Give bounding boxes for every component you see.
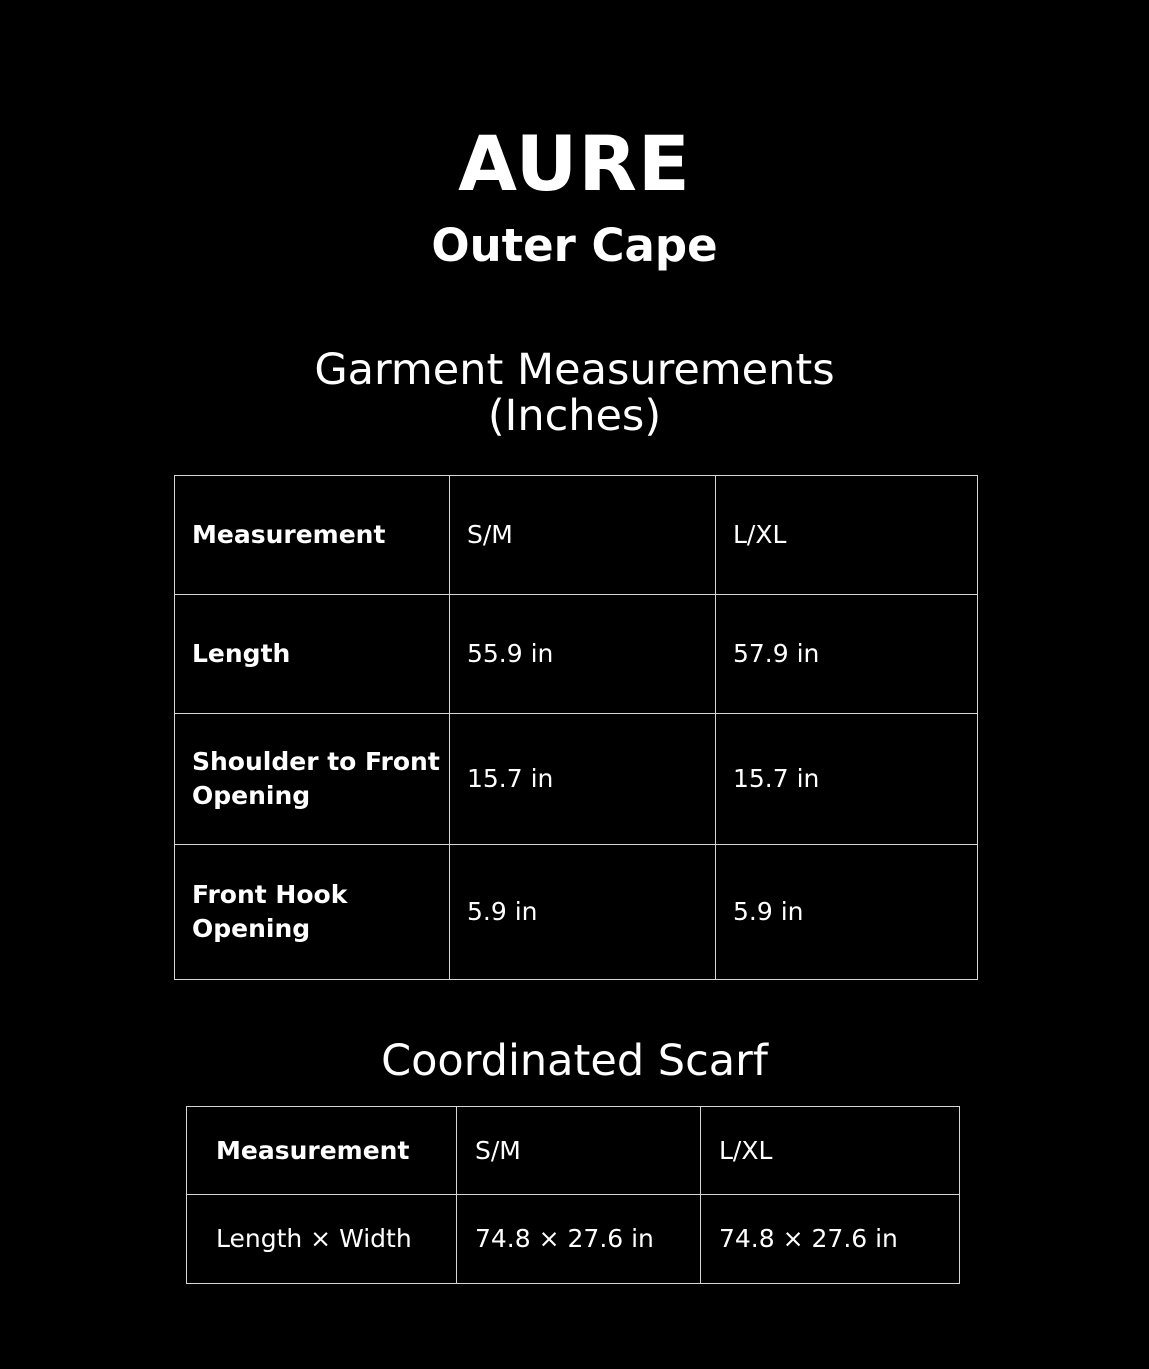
table-header-row [187,1107,960,1195]
garment-measurements-table [174,475,978,980]
scarf-cell-lxl: 74.8 × 27.6 in [701,1195,960,1284]
table-row [175,845,978,980]
table-row [175,714,978,845]
product-subtitle: Outer Cape [431,219,718,272]
table-row [175,595,978,714]
brand-title: AURE [458,119,691,208]
row-label-shoulder-line1: Shoulder to Front [192,747,440,776]
garment-measurements-title [0,347,1149,439]
cell-length-lxl: 57.9 in [716,595,978,714]
header-cell-sm: S/M [450,476,716,595]
garment-title-line1: Garment Measurements [314,345,835,395]
cell-front-hook-lxl: 5.9 in [716,845,978,980]
header-cell-lxl: L/XL [716,476,978,595]
scarf-header-cell-measurement: Measurement [187,1107,457,1195]
row-label-front-hook [175,845,450,980]
cell-front-hook-sm: 5.9 in [450,845,716,980]
row-label-front-hook-line2: Opening [192,914,311,943]
header-cell-measurement: Measurement [175,476,450,595]
row-label-front-hook-line1: Front Hook [192,880,348,909]
scarf-row-label: Length × Width [187,1195,457,1284]
scarf-measurements-table [186,1106,960,1284]
garment-title-line2: (Inches) [487,391,662,441]
row-label-shoulder-line2: Opening [192,781,311,810]
scarf-header-cell-sm: S/M [457,1107,701,1195]
row-label-length: Length [175,595,450,714]
table-row [187,1195,960,1284]
scarf-cell-sm: 74.8 × 27.6 in [457,1195,701,1284]
cell-shoulder-lxl: 15.7 in [716,714,978,845]
table-header-row [175,476,978,595]
cell-shoulder-sm: 15.7 in [450,714,716,845]
cell-length-sm: 55.9 in [450,595,716,714]
coordinated-scarf-title: Coordinated Scarf [381,1036,768,1086]
row-label-shoulder [175,714,450,845]
scarf-header-cell-lxl: L/XL [701,1107,960,1195]
